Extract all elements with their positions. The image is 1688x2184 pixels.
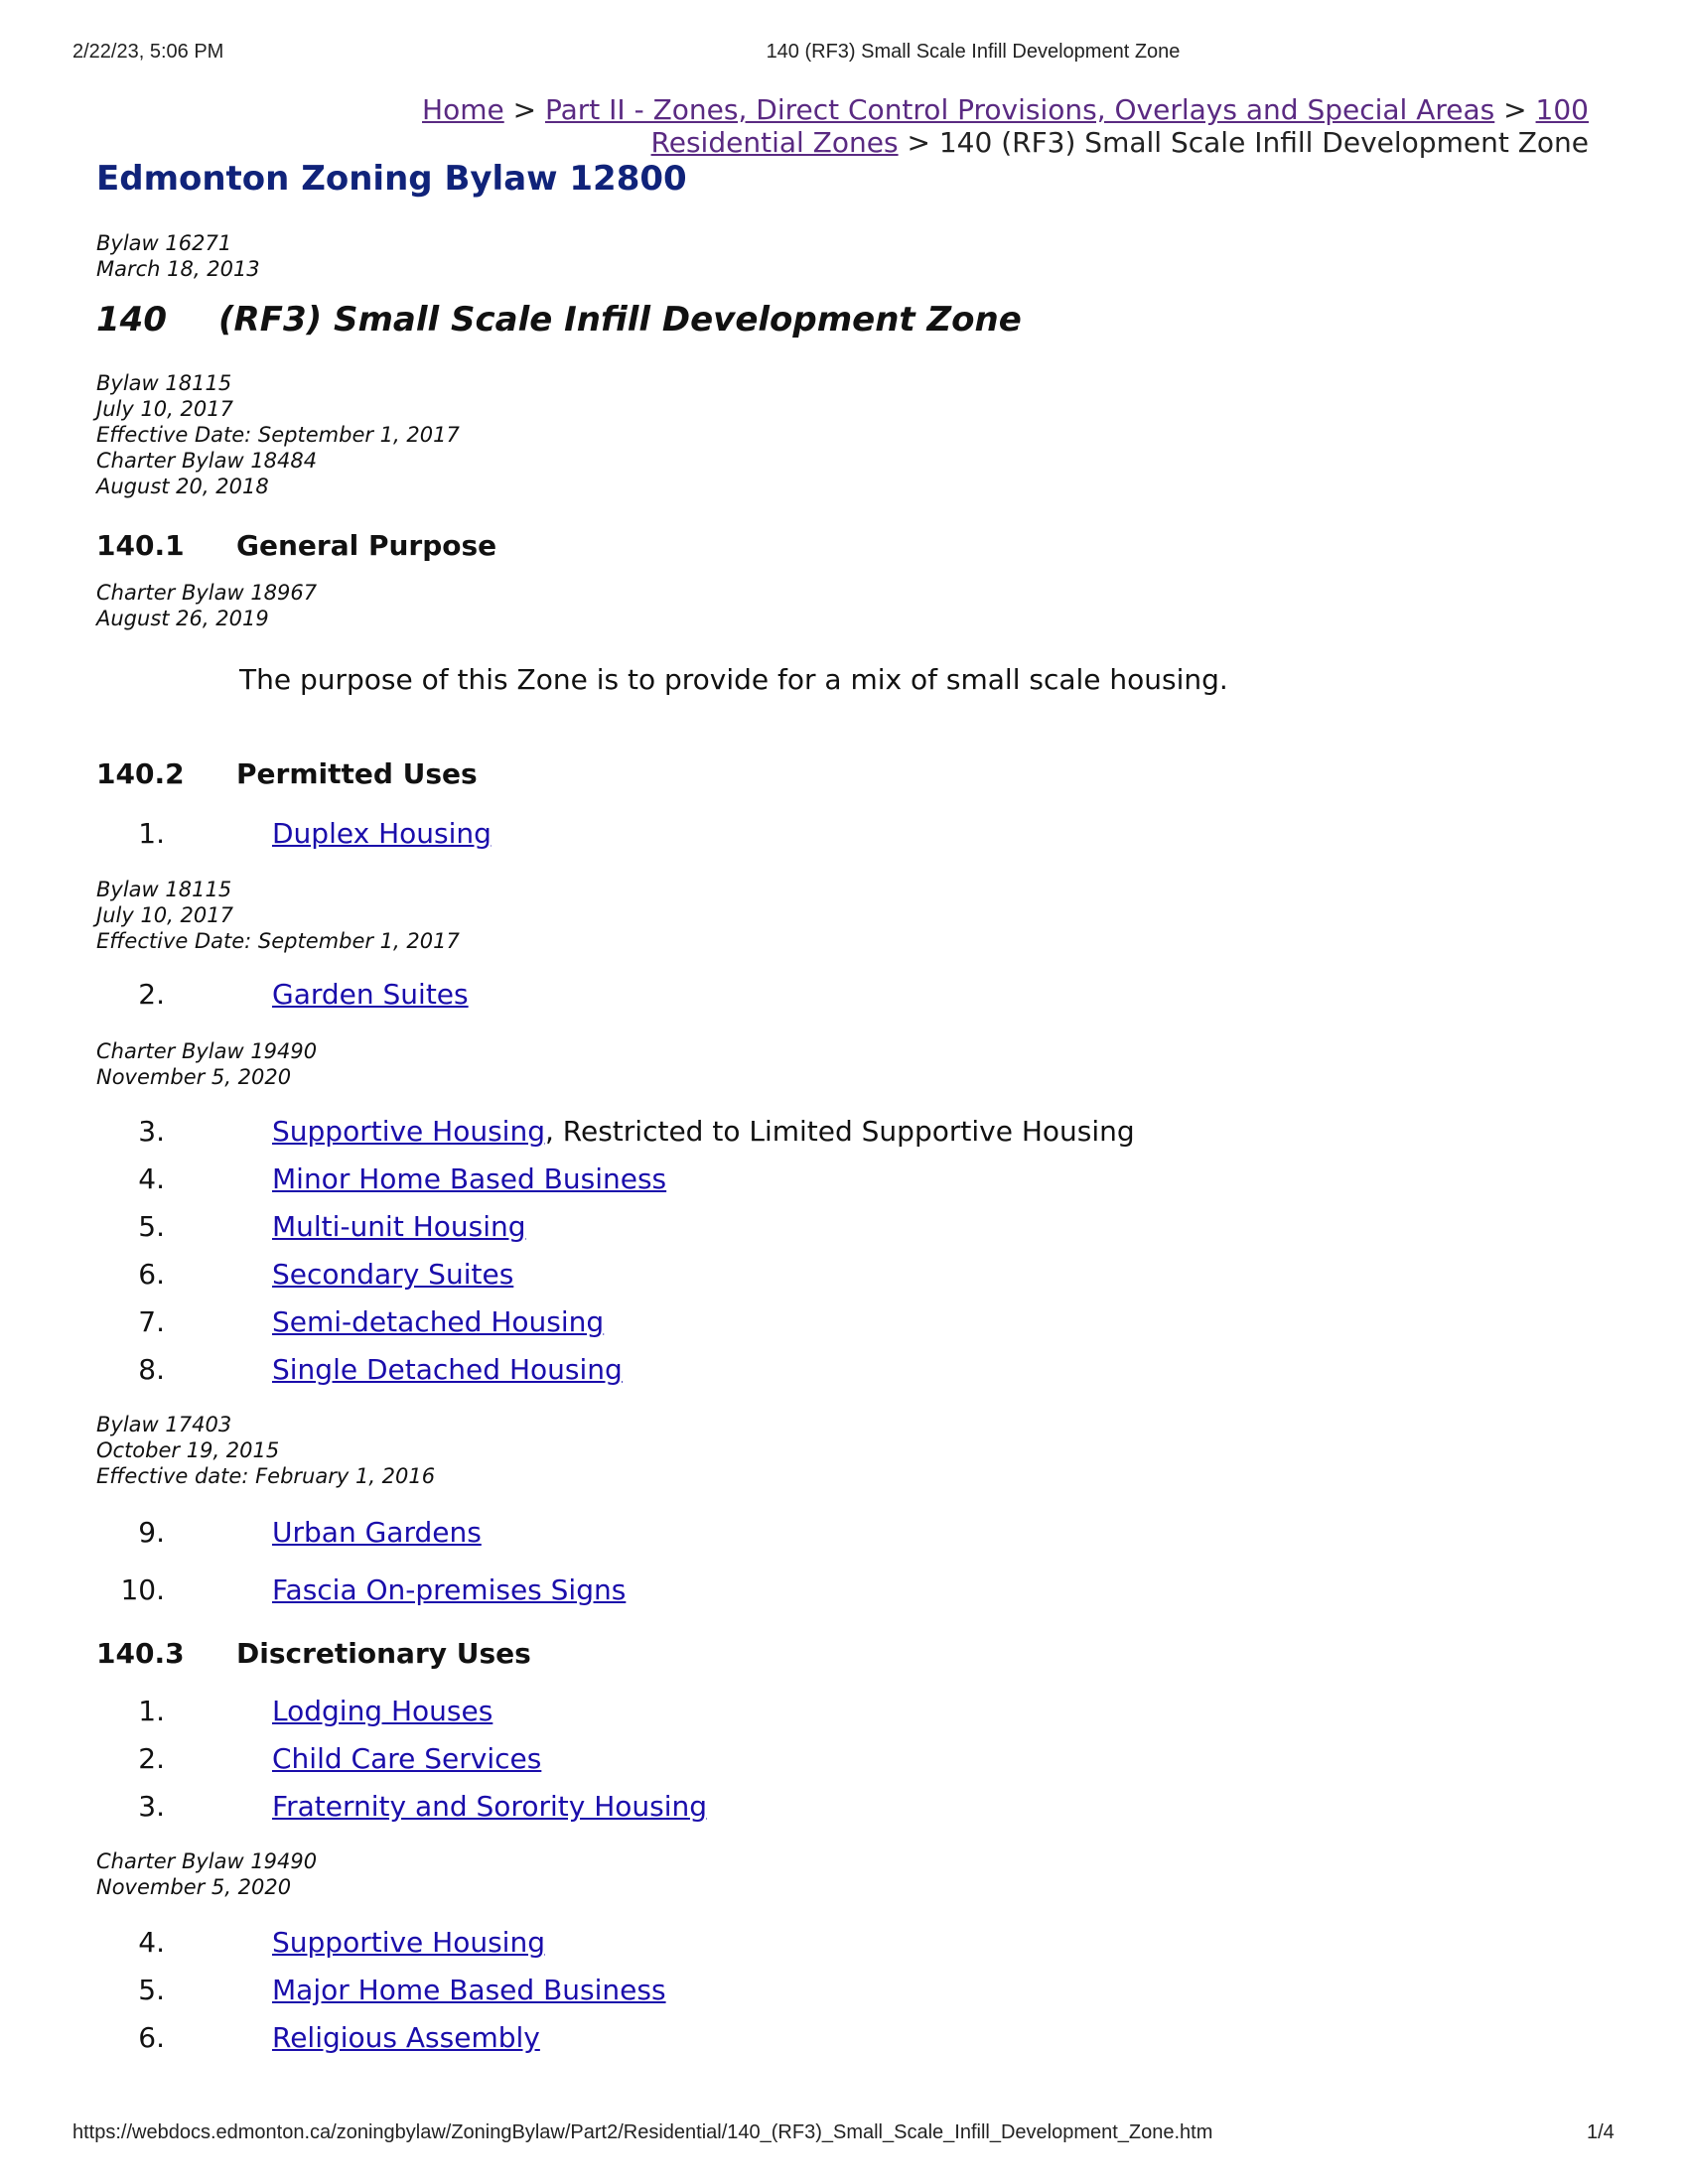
breadcrumb-current: 140 (RF3) Small Scale Infill Development Zone — [938, 126, 1589, 159]
breadcrumb-home-link[interactable]: Home — [422, 93, 504, 126]
meta-discretionary-a — [96, 1848, 317, 1900]
permitted-use-link[interactable]: Single Detached Housing — [272, 1353, 623, 1386]
zone-name: (RF3) Small Scale Infill Development Zone — [218, 300, 1022, 340]
meta-line: August 20, 2018 — [96, 475, 269, 498]
bylaw-title: Edmonton Zoning Bylaw 12800 — [96, 159, 687, 199]
meta-line: Bylaw 17403 — [96, 1413, 232, 1436]
list-number: 9. — [138, 1516, 165, 1549]
meta-line: November 5, 2020 — [96, 1875, 292, 1899]
meta-top — [96, 230, 260, 282]
list-number: 3. — [138, 1115, 165, 1148]
discretionary-use-link[interactable]: Religious Assembly — [272, 2021, 540, 2054]
meta-line: Charter Bylaw 18967 — [96, 581, 318, 605]
list-number: 7. — [138, 1305, 165, 1338]
permitted-use-link[interactable]: Semi-detached Housing — [272, 1305, 605, 1338]
general-purpose-text: The purpose of this Zone is to provide for a mix of small scale housing. — [239, 663, 1228, 696]
print-page-number: 1/4 — [1587, 2121, 1615, 2143]
print-datetime: 2/22/23, 5:06 PM — [72, 41, 224, 63]
breadcrumb-residential-link[interactable]: 100 Residential Zones — [650, 93, 1589, 159]
permitted-use-link[interactable]: Multi-unit Housing — [272, 1210, 526, 1243]
list-number: 5. — [138, 1974, 165, 2006]
breadcrumb-separator: > — [1503, 93, 1527, 126]
breadcrumb — [288, 93, 1589, 159]
meta-zone — [96, 370, 460, 499]
meta-line: November 5, 2020 — [96, 1065, 292, 1089]
section-number: 140.1 — [96, 529, 185, 562]
meta-line: Effective date: February 1, 2016 — [96, 1464, 436, 1488]
meta-line: Effective Date: September 1, 2017 — [96, 929, 460, 953]
permitted-use-note: , Restricted to Limited Supportive Housing — [544, 1115, 1135, 1148]
meta-line: July 10, 2017 — [96, 397, 233, 421]
zone-number: 140 — [96, 300, 167, 340]
meta-line: October 19, 2015 — [96, 1438, 280, 1462]
meta-line: July 10, 2017 — [96, 903, 233, 927]
section-title: Permitted Uses — [236, 757, 478, 790]
print-url: https://webdocs.edmonton.ca/zoningbylaw/ZoningBylaw/Part2/Residential/140_(RF3)_Small_Scale_Infill_Development_Zone.htm — [72, 2121, 1213, 2143]
meta-line: Bylaw 18115 — [96, 878, 232, 901]
discretionary-use-link[interactable]: Child Care Services — [272, 1742, 542, 1775]
discretionary-use-link[interactable]: Fraternity and Sorority Housing — [272, 1790, 708, 1823]
list-number: 4. — [138, 1926, 165, 1959]
meta-line: March 18, 2013 — [96, 257, 260, 281]
section-heading-permitted-uses — [96, 757, 478, 790]
meta-permitted-c — [96, 1412, 435, 1489]
meta-line: Bylaw 18115 — [96, 371, 232, 395]
meta-line: August 26, 2019 — [96, 607, 269, 630]
breadcrumb-separator: > — [907, 126, 930, 159]
meta-section-1 — [96, 580, 317, 631]
meta-line: Charter Bylaw 19490 — [96, 1039, 318, 1063]
discretionary-use-link[interactable]: Major Home Based Business — [272, 1974, 666, 2006]
discretionary-use-link[interactable]: Supportive Housing — [272, 1926, 545, 1959]
meta-permitted-b — [96, 1038, 317, 1090]
list-number: 4. — [138, 1162, 165, 1195]
section-heading-general-purpose — [96, 529, 496, 562]
list-number: 8. — [138, 1353, 165, 1386]
meta-permitted-a — [96, 877, 460, 954]
list-number: 6. — [138, 2021, 165, 2054]
list-number: 1. — [138, 1695, 165, 1727]
permitted-use-link[interactable]: Minor Home Based Business — [272, 1162, 667, 1195]
section-number: 140.2 — [96, 757, 185, 790]
permitted-use-link[interactable]: Duplex Housing — [272, 817, 492, 850]
print-title: 140 (RF3) Small Scale Infill Development Zone — [766, 41, 1181, 63]
permitted-use-link[interactable]: Secondary Suites — [272, 1258, 514, 1291]
list-number: 10. — [120, 1573, 165, 1606]
meta-line: Charter Bylaw 18484 — [96, 449, 318, 473]
list-number: 1. — [138, 817, 165, 850]
meta-line: Charter Bylaw 19490 — [96, 1849, 318, 1873]
list-number: 2. — [138, 978, 165, 1011]
zone-title — [96, 300, 1022, 340]
permitted-use-link[interactable]: Garden Suites — [272, 978, 469, 1011]
list-number: 6. — [138, 1258, 165, 1291]
list-number: 2. — [138, 1742, 165, 1775]
list-number: 5. — [138, 1210, 165, 1243]
section-heading-discretionary-uses — [96, 1637, 531, 1670]
meta-line: Bylaw 16271 — [96, 231, 232, 255]
discretionary-use-link[interactable]: Lodging Houses — [272, 1695, 493, 1727]
meta-line: Effective Date: September 1, 2017 — [96, 423, 460, 447]
breadcrumb-part-link[interactable]: Part II - Zones, Direct Control Provisions, Overlays and Special Areas — [545, 93, 1495, 126]
section-number: 140.3 — [96, 1637, 185, 1670]
permitted-use-link[interactable]: Fascia On-premises Signs — [272, 1573, 627, 1606]
section-title: General Purpose — [236, 529, 497, 562]
list-number: 3. — [138, 1790, 165, 1823]
permitted-use-link[interactable]: Supportive Housing — [272, 1115, 545, 1148]
breadcrumb-separator: > — [512, 93, 537, 126]
section-title: Discretionary Uses — [236, 1637, 531, 1670]
permitted-use-link[interactable]: Urban Gardens — [272, 1516, 482, 1549]
